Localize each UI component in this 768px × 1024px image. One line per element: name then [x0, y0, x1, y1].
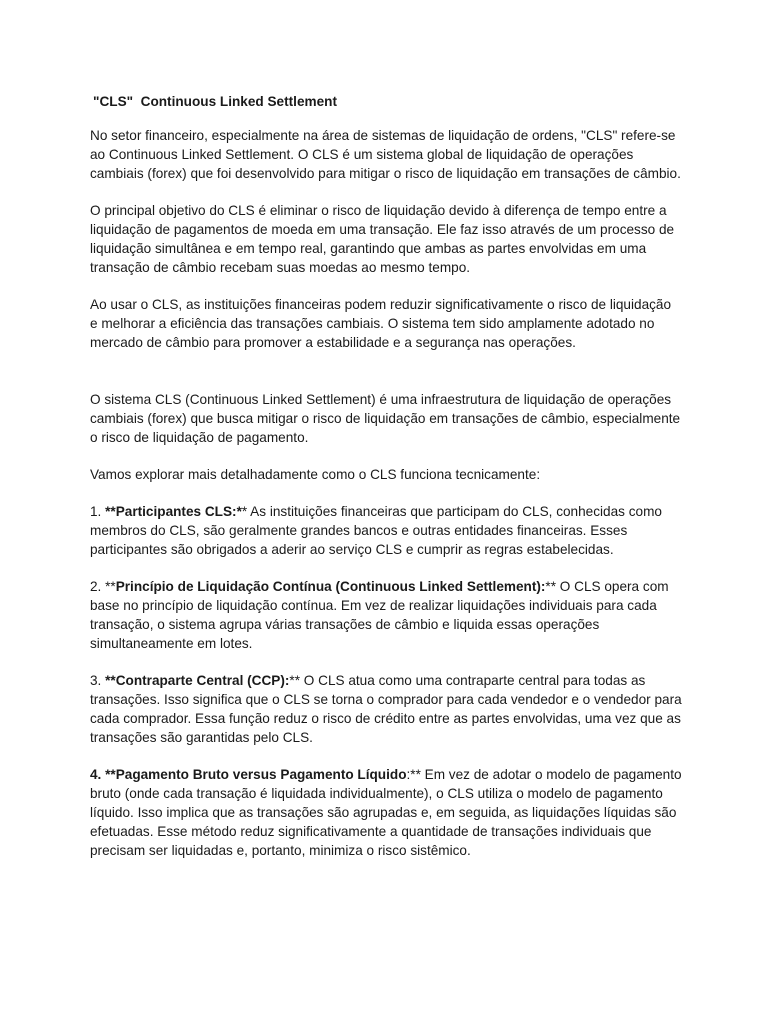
list-item-text: * As instituições financeiras que participam do CLS, conhecidas como membros do CLS, são geralmente grandes bancos e outras entidades financeiras. Esses participantes são obrigados a aderir ao serviço CLS e cumprir as regras estabelecidas. [90, 504, 662, 557]
system-paragraph: O sistema CLS (Continuous Linked Settlement) é uma infraestrutura de liquidação de operações cambiais (forex) que busca mitigar o risco de liquidação em transações de câmbio, especialmente o risco de liquidação de pagamento. [90, 392, 681, 445]
list-item-prefix: 3. [90, 673, 106, 688]
document-title: "CLS" Continuous Linked Settlement [93, 94, 337, 109]
list-item-participants [90, 502, 682, 559]
benefits-paragraph: Ao usar o CLS, as instituições financeiras podem reduzir significativamente o risco de liquidação e melhorar a eficiência das transações cambiais. O sistema tem sido amplamente adotado no mercado de câmbio para promover a estabilidade e a segurança nas operações. [90, 297, 672, 350]
list-item-prefix: 1. [90, 504, 106, 519]
list-item-prefix: 2. ** [90, 579, 116, 594]
list-item-text: ** O CLS opera com base no princípio de liquidação contínua. Em vez de realizar liquidações individuais para cada transação, o sistema agrupa várias transações de câmbio e liquida essas operações simultaneamente em lotes. [90, 579, 669, 651]
document-page [90, 92, 682, 878]
list-item-text: :** Em vez de adotar o modelo de pagamento bruto (onde cada transação é liquidada individualmente), o CLS utiliza o modelo de pagamento líquido. Isso implica que as transações são agrupadas e, em seguida, as liquidações líquidas são efetuadas. Esse método reduz significativamente a quantidade de transações individuais que precisam ser liquidadas e, portanto, minimiza o risco sistêmico. [90, 767, 682, 858]
list-item-heading: **Participantes CLS:* [105, 504, 242, 519]
list-item-heading: **Contraparte Central (CCP): [105, 673, 290, 688]
list-item-continuous-settlement [90, 577, 682, 653]
list-item-central-counterparty [90, 671, 682, 747]
objective-paragraph: O principal objetivo do CLS é eliminar o risco de liquidação devido à diferença de tempo entre a liquidação de pagamentos de moeda em uma transação. Ele faz isso através de um processo de liquidação simultânea e em tempo real, garantindo que ambas as partes envolvidas em uma transação de câmbio recebam suas moedas ao mesmo tempo. [90, 203, 675, 275]
list-item-heading: Princípio de Liquidação Contínua (Continuous Linked Settlement): [115, 579, 546, 594]
list-item-text: ** O CLS atua como uma contraparte central para todas as transações. Isso significa que o CLS se torna o comprador para cada vendedor e o vendedor para cada comprador. Essa função reduz o risco de crédito entre as partes envolvidas, uma vez que as transações são garantidas pelo CLS. [90, 673, 682, 745]
explore-paragraph: Vamos explorar mais detalhadamente como o CLS funciona tecnicamente: [90, 467, 541, 482]
list-item-heading: 4. **Pagamento Bruto versus Pagamento Líquido [90, 767, 407, 782]
intro-paragraph: No setor financeiro, especialmente na área de sistemas de liquidação de ordens, "CLS" refere-se ao Continuous Linked Settlement. O CLS é um sistema global de liquidação de operações cambiais (forex) que foi desenvolvido para mitigar o risco de liquidação em transações de câmbio. [90, 128, 681, 181]
list-item-gross-vs-net [90, 765, 682, 860]
